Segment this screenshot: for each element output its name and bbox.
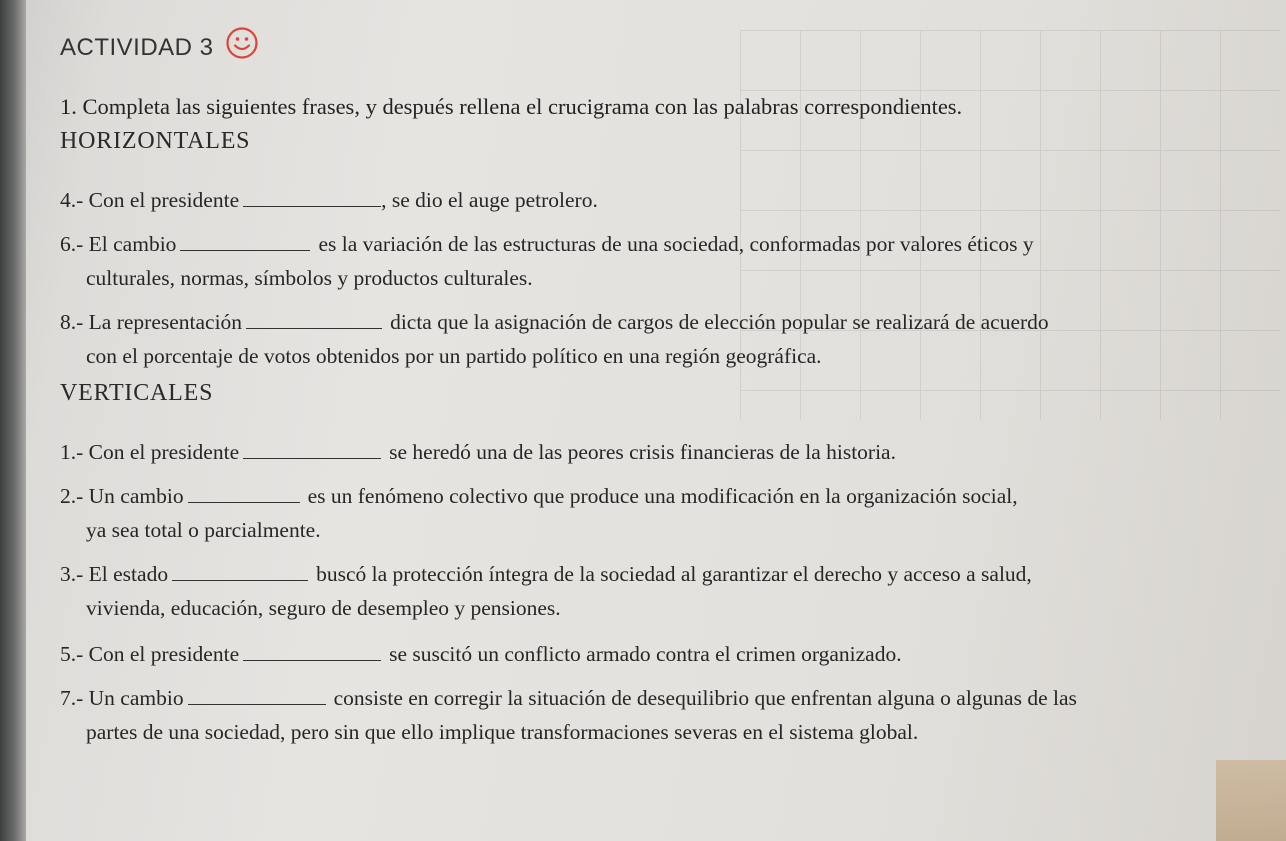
- clue-8: [60, 310, 1049, 335]
- clue-6: [60, 232, 1034, 257]
- instruction-text: 1. Completa las siguientes frases, y después rellena el crucigrama con las palabras correspondientes.: [60, 94, 963, 119]
- clue-7-blank[interactable]: [188, 703, 326, 705]
- clue-6-prefix: 6.- El cambio: [60, 232, 177, 256]
- clue-5-suffix: se suscitó un conflicto armado contra el crimen organizado.: [389, 642, 902, 666]
- clue-3-prefix: 3.- El estado: [60, 562, 169, 586]
- clue-1-prefix: 1.- Con el presidente: [60, 440, 240, 464]
- clue-4: [60, 188, 598, 213]
- horizontales-heading: HORIZONTALES: [60, 128, 251, 154]
- clue-8-continuation: con el porcentaje de votos obtenidos por un partido político en una región geográfica.: [86, 344, 822, 368]
- clue-2-blank[interactable]: [188, 501, 300, 503]
- clue-6-suffix: es la variación de las estructuras de una sociedad, conformadas por valores éticos y: [318, 232, 1034, 256]
- activity-title: ACTIVIDAD 3: [60, 34, 214, 61]
- clue-5-blank[interactable]: [243, 659, 381, 661]
- clue-4-prefix: 4.- Con el presidente: [60, 188, 240, 212]
- clue-6-continuation: culturales, normas, símbolos y productos culturales.: [86, 266, 533, 290]
- clue-1: [60, 440, 896, 465]
- clue-2-suffix: es un fenómeno colectivo que produce una modificación en la organización social,: [307, 484, 1018, 508]
- clue-4-suffix: , se dio el auge petrolero.: [381, 188, 598, 212]
- clue-7-prefix: 7.- Un cambio: [60, 686, 184, 710]
- clue-3-continuation: vivienda, educación, seguro de desempleo y pensiones.: [86, 596, 561, 620]
- clue-3-blank[interactable]: [172, 579, 308, 581]
- clue-7: [60, 686, 1077, 711]
- page-left-shadow: [0, 0, 26, 841]
- clue-8-blank[interactable]: [246, 327, 382, 329]
- smiley-face-icon: [225, 26, 259, 60]
- clue-4-blank[interactable]: [243, 205, 381, 207]
- clue-2-prefix: 2.- Un cambio: [60, 484, 184, 508]
- clue-1-suffix: se heredó una de las peores crisis financieras de la historia.: [389, 440, 896, 464]
- clue-5: [60, 642, 902, 667]
- verticales-heading: VERTICALES: [60, 380, 214, 406]
- clue-3: [60, 562, 1032, 587]
- clue-7-continuation: partes de una sociedad, pero sin que ello implique transformaciones severas en el sistema global.: [86, 720, 919, 744]
- desk-corner: [1216, 760, 1286, 841]
- clue-8-suffix: dicta que la asignación de cargos de elección popular se realizará de acuerdo: [390, 310, 1049, 334]
- clue-7-suffix: consiste en corregir la situación de desequilibrio que enfrentan alguna o algunas de las: [333, 686, 1077, 710]
- clue-2-continuation: ya sea total o parcialmente.: [86, 518, 321, 542]
- clue-1-blank[interactable]: [243, 457, 381, 459]
- clue-5-prefix: 5.- Con el presidente: [60, 642, 240, 666]
- clue-8-prefix: 8.- La representación: [60, 310, 243, 334]
- clue-3-suffix: buscó la protección íntegra de la sociedad al garantizar el derecho y acceso a salud,: [316, 562, 1032, 586]
- clue-2: [60, 484, 1018, 509]
- clue-6-blank[interactable]: [180, 249, 310, 251]
